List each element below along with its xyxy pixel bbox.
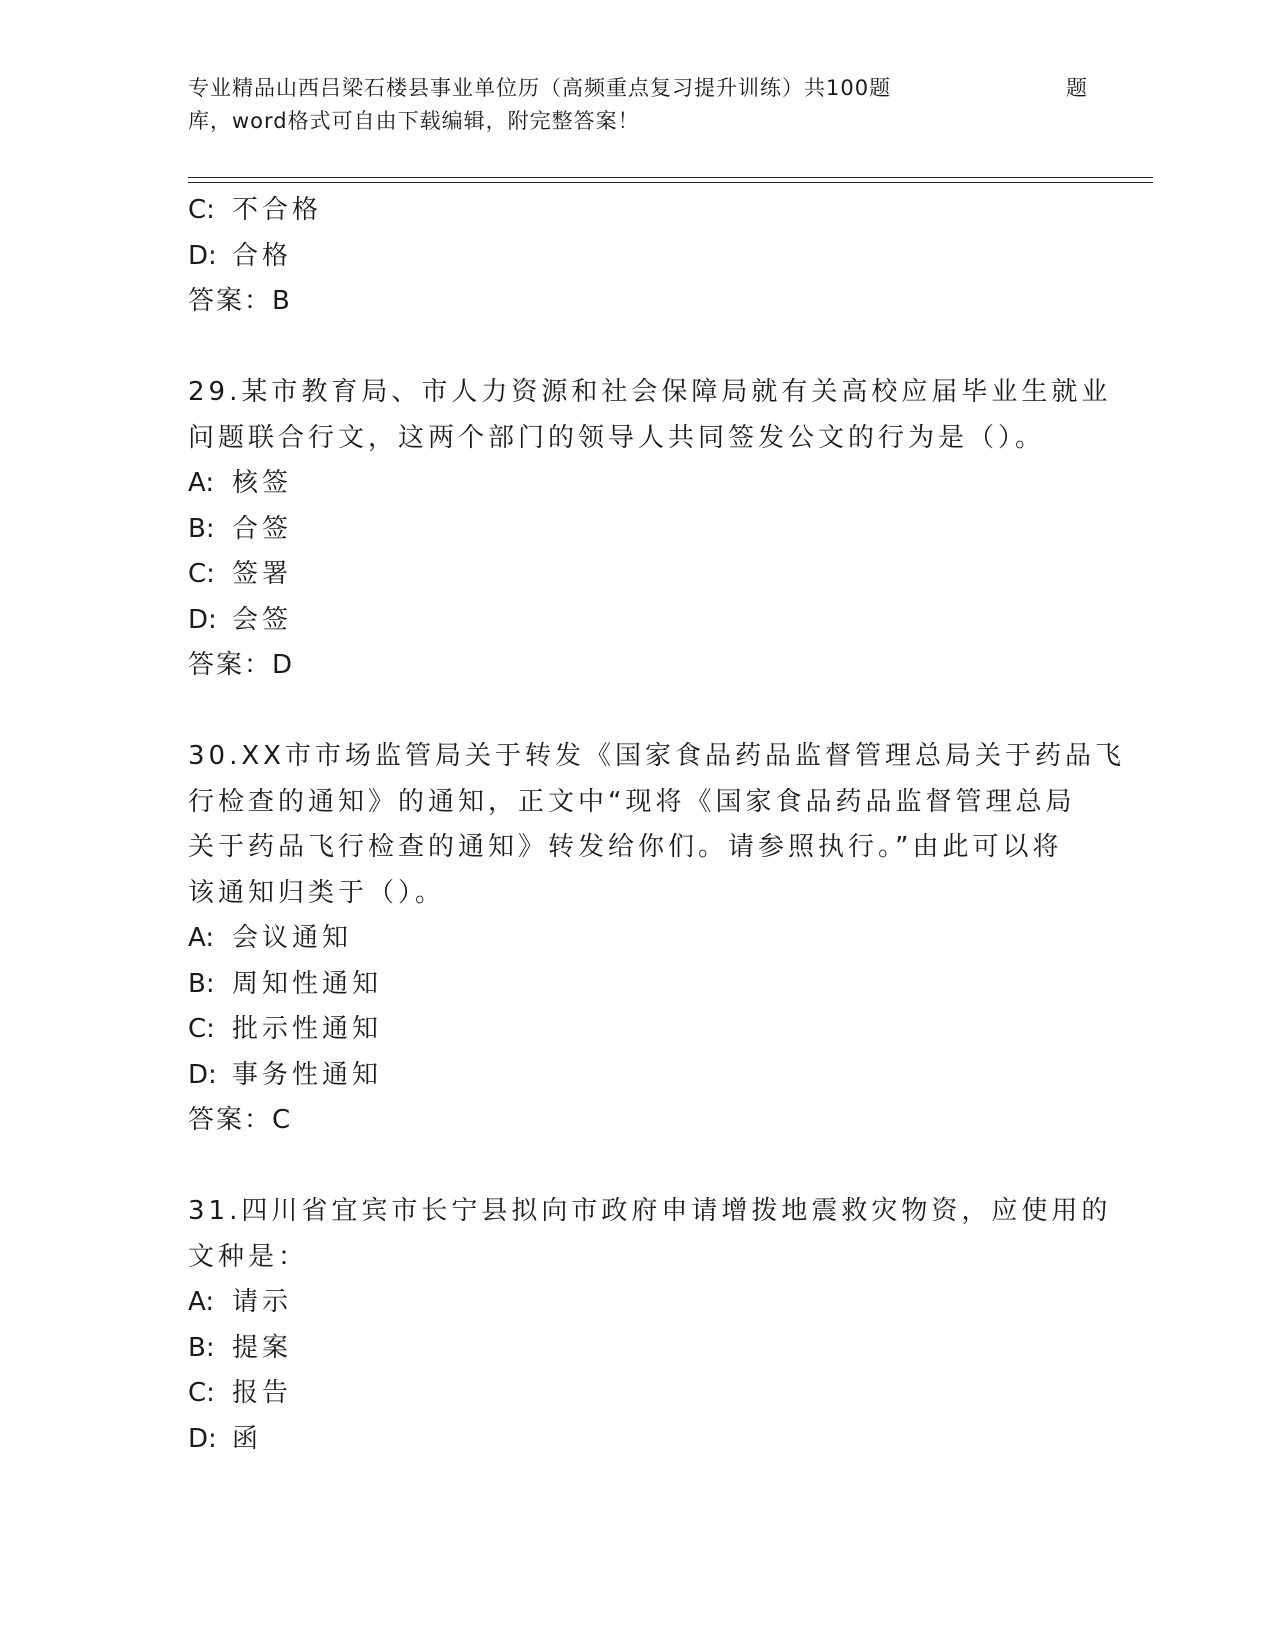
question-text-line: 29.某市教育局、市人力资源和社会保障局就有关高校应届毕业生就业: [188, 377, 1112, 407]
option-d: [188, 598, 1088, 644]
option-a: [188, 916, 1088, 962]
option-text: 周知性通知: [232, 968, 383, 999]
question-text-line: 31.四川省宜宾市长宁县拟向市政府申请增拨地震救灾物资，应使用的: [188, 1196, 1112, 1226]
option-a: [188, 1280, 1088, 1326]
option-letter: B:: [188, 1332, 215, 1363]
option-c: [188, 1371, 1088, 1417]
option-text: 核签: [232, 468, 293, 498]
header-divider-bottom: [188, 182, 1153, 183]
question-text-line: 关于药品飞行检查的通知》转发给你们。请参照执行。”由此可以将: [188, 832, 1063, 862]
option-b: [188, 507, 1088, 553]
option-text: 报告: [232, 1378, 293, 1408]
header-title-text: 专业精品山西吕梁石楼县事业单位历（高频重点复习提升训练）共100题: [188, 76, 892, 100]
option-text: 不合格: [232, 195, 323, 225]
option-d: [188, 234, 1088, 280]
answer-line: 答案：D: [188, 650, 295, 680]
option-d: [188, 1053, 1088, 1099]
question-text-line: 文种是：: [188, 1241, 309, 1272]
answer-line: 答案：C: [188, 1105, 293, 1135]
option-b: [188, 962, 1088, 1008]
option-text: 提案: [232, 1332, 293, 1363]
question-text-line: 该通知归类于（）。: [188, 877, 446, 908]
header-title-tail: 题: [1066, 76, 1088, 100]
question-30: [188, 734, 1125, 1144]
header-divider-top: [188, 177, 1153, 178]
header-line-1: [188, 72, 1088, 105]
option-d: [188, 1417, 1088, 1463]
option-text: 签署: [232, 559, 293, 589]
option-text: 合格: [232, 240, 293, 271]
option-b: [188, 1326, 1088, 1372]
option-text: 事务性通知: [232, 1059, 383, 1090]
option-letter: C:: [188, 1014, 215, 1044]
option-letter: D:: [188, 604, 217, 635]
option-text: 函: [232, 1423, 263, 1454]
document-header: [188, 72, 1088, 138]
question-content: [188, 188, 1125, 1462]
question-29: [188, 370, 1112, 689]
option-c: [188, 552, 1088, 598]
option-letter: D:: [188, 1423, 217, 1454]
question-text-line: 30.XX市市场监管局关于转发《国家食品药品监督管理总局关于药品飞: [188, 741, 1125, 771]
answer-line: 答案：B: [188, 286, 292, 316]
option-a: [188, 461, 1088, 507]
option-letter: A:: [188, 923, 215, 953]
option-text: 会签: [232, 604, 293, 635]
option-letter: A:: [188, 1287, 215, 1317]
option-c: [188, 188, 1088, 234]
header-line-2: 库，word格式可自由下载编辑，附完整答案！: [188, 109, 640, 133]
option-text: 批示性通知: [232, 1014, 383, 1044]
option-letter: D:: [188, 1059, 217, 1090]
option-letter: C:: [188, 1378, 215, 1408]
option-text: 会议通知: [232, 923, 353, 953]
option-letter: C:: [188, 559, 215, 589]
question-text-line: 行检查的通知》的通知，正文中“现将《国家食品药品监督管理总局: [188, 786, 1076, 817]
option-letter: C:: [188, 195, 215, 225]
option-c: [188, 1007, 1088, 1053]
option-text: 请示: [232, 1287, 293, 1317]
option-letter: D:: [188, 240, 217, 271]
question-31: [188, 1189, 1112, 1462]
option-letter: B:: [188, 968, 215, 999]
option-text: 合签: [232, 513, 293, 544]
option-letter: B:: [188, 513, 215, 544]
option-letter: A:: [188, 468, 215, 498]
question-text-line: 问题联合行文，这两个部门的领导人共同签发公文的行为是（）。: [188, 422, 1046, 453]
